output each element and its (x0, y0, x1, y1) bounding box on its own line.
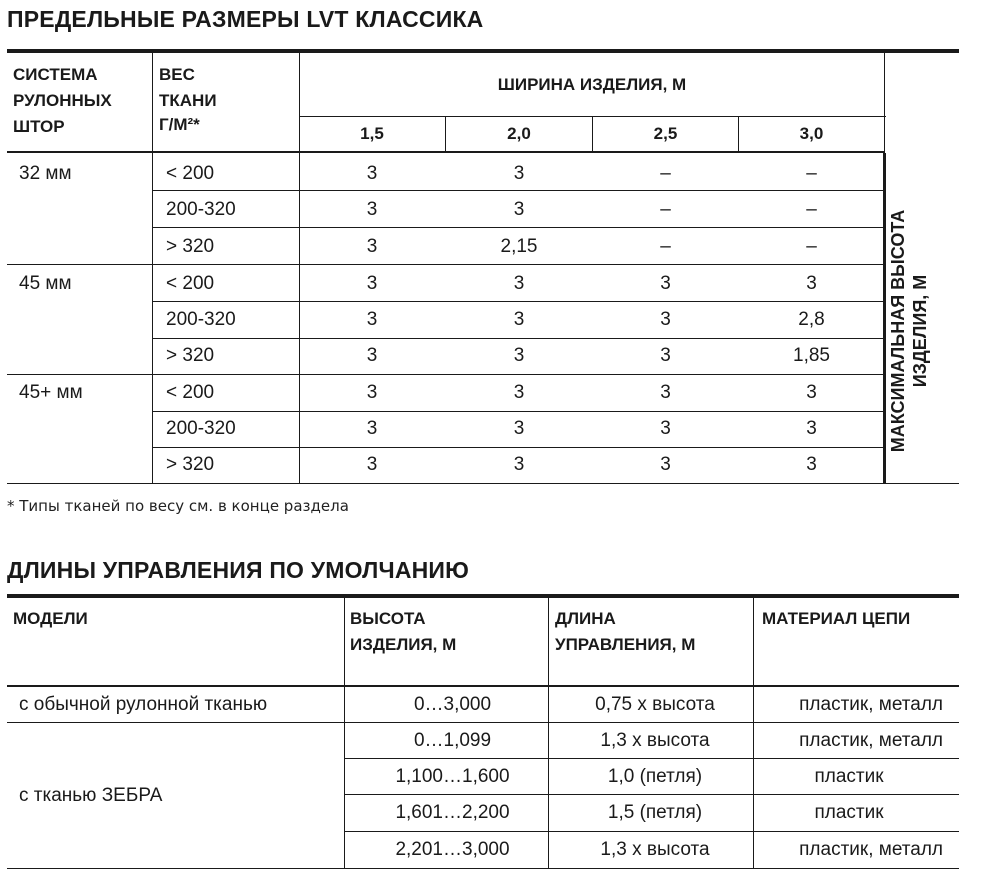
table2-vline-3 (753, 598, 754, 686)
value-cell: 3 (366, 382, 378, 403)
value-cell: 3 (513, 309, 525, 330)
value-cell: 3 (366, 345, 378, 366)
value-cell: 3 (366, 236, 378, 257)
height-cell: 0…1,099 (413, 730, 492, 751)
table1-body-vline-1 (152, 153, 153, 483)
table2-vline-2 (548, 598, 549, 686)
value-cell: 2,15 (500, 236, 538, 257)
table2-top-rule (7, 594, 959, 598)
system-cell: 32 мм (19, 163, 72, 184)
weight-cell: < 200 (166, 163, 215, 184)
chain-cell: пластик (814, 802, 884, 823)
table1-top-rule (7, 49, 959, 53)
chain-cell: пластик, металл (799, 839, 943, 860)
value-cell: – (660, 236, 671, 257)
value-cell: 3 (366, 418, 378, 439)
system-header-line2: РУЛОННЫХ (13, 91, 112, 110)
weight-cell: > 320 (166, 236, 215, 257)
value-cell: – (806, 199, 817, 220)
width-col-header: 3,0 (799, 124, 824, 143)
table2-bottom-line (7, 868, 959, 869)
value-cell: 3 (513, 418, 525, 439)
chain-header: МАТЕРИАЛ ЦЕПИ (762, 609, 911, 628)
value-cell: 3 (660, 418, 671, 439)
value-cell: 3 (806, 382, 817, 403)
weight-cell: 200-320 (166, 199, 236, 220)
width-col-header: 1,5 (360, 124, 384, 143)
system-header-line3: ШТОР (13, 117, 65, 136)
table1-bottom-line (7, 483, 959, 484)
max-height-label-line2: ИЗДЕЛИЯ, М (910, 274, 930, 388)
value-cell: 3 (513, 199, 525, 220)
weight-header-line3: Г/М²* (159, 115, 200, 134)
max-height-label (887, 196, 935, 466)
value-cell: 3 (513, 382, 525, 403)
control-cell: 1,0 (петля) (607, 766, 703, 787)
value-cell: 3 (660, 273, 671, 294)
table1-vline-6 (884, 53, 885, 152)
value-cell: 3 (366, 454, 378, 475)
value-cell: 3 (513, 454, 525, 475)
value-cell: – (660, 199, 671, 220)
value-cell: 3 (366, 309, 378, 330)
control-cell: 1,3 х высота (600, 730, 710, 751)
height-header-line2: ИЗДЕЛИЯ, М (350, 635, 457, 654)
chain-cell: пластик (814, 766, 884, 787)
value-cell: 1,85 (793, 345, 830, 366)
width-header: ШИРИНА ИЗДЕЛИЯ, М (497, 75, 687, 94)
weight-header-line2: ТКАНИ (159, 91, 217, 110)
value-cell: 3 (513, 163, 525, 184)
weight-cell: 200-320 (166, 418, 236, 439)
weight-cell: > 320 (166, 345, 215, 366)
max-height-label-line1: МАКСИМАЛЬНАЯ ВЫСОТА (888, 209, 908, 453)
width-col-header: 2,0 (507, 124, 531, 143)
system-cell: 45 мм (19, 273, 72, 294)
width-col-header: 2,5 (653, 124, 678, 143)
control-header-line2: УПРАВЛЕНИЯ, М (555, 635, 696, 654)
height-cell: 0…3,000 (413, 694, 492, 715)
value-cell: 3 (366, 163, 378, 184)
footnote: * Типы тканей по весу см. в конце раздела (7, 497, 349, 515)
control-cell: 1,5 (петля) (607, 802, 703, 823)
table2-title: ДЛИНЫ УПРАВЛЕНИЯ ПО УМОЛЧАНИЮ (7, 557, 470, 583)
value-cell: 3 (513, 345, 525, 366)
system-header-line1: СИСТЕМА (13, 65, 98, 84)
value-cell: 3 (806, 418, 817, 439)
value-cell: – (660, 163, 671, 184)
value-cell: 3 (513, 273, 525, 294)
table2-vline-1 (344, 598, 345, 686)
weight-header-line1: ВЕС (159, 65, 195, 84)
chain-cell: пластик, металл (799, 694, 943, 715)
value-cell: 2,8 (798, 309, 825, 330)
value-cell: 3 (366, 273, 378, 294)
table1-vline-1 (152, 53, 153, 152)
value-cell: 3 (660, 309, 671, 330)
value-cell: – (806, 236, 817, 257)
height-cell: 1,100…1,600 (395, 766, 510, 787)
weight-cell: < 200 (166, 273, 215, 294)
height-cell: 1,601…2,200 (395, 802, 510, 823)
model-cell: с тканью ЗЕБРА (19, 785, 163, 806)
value-cell: 3 (806, 454, 817, 475)
control-header-line1: ДЛИНА (555, 609, 616, 628)
table1-title: ПРЕДЕЛЬНЫЕ РАЗМЕРЫ LVT КЛАССИКА (7, 6, 484, 32)
value-cell: 3 (660, 382, 671, 403)
weight-cell: > 320 (166, 454, 215, 475)
height-cell: 2,201…3,000 (395, 839, 510, 860)
weight-cell: < 200 (166, 382, 215, 403)
weight-cell: 200-320 (166, 309, 236, 330)
value-cell: 3 (806, 273, 817, 294)
model-cell: с обычной рулонной тканью (19, 694, 268, 715)
control-cell: 0,75 х высота (595, 694, 715, 715)
control-cell: 1,3 х высота (600, 839, 710, 860)
table1-header-bottom-rule (7, 151, 885, 153)
models-header: МОДЕЛИ (13, 609, 88, 628)
height-header-line1: ВЫСОТА (350, 609, 426, 628)
table2-body-vline-1 (344, 687, 345, 869)
chain-cell: пластик, металл (799, 730, 943, 751)
value-cell: 3 (366, 199, 378, 220)
value-cell: 3 (660, 345, 671, 366)
value-cell: 3 (660, 454, 671, 475)
system-cell: 45+ мм (19, 382, 83, 403)
value-cell: – (806, 163, 817, 184)
